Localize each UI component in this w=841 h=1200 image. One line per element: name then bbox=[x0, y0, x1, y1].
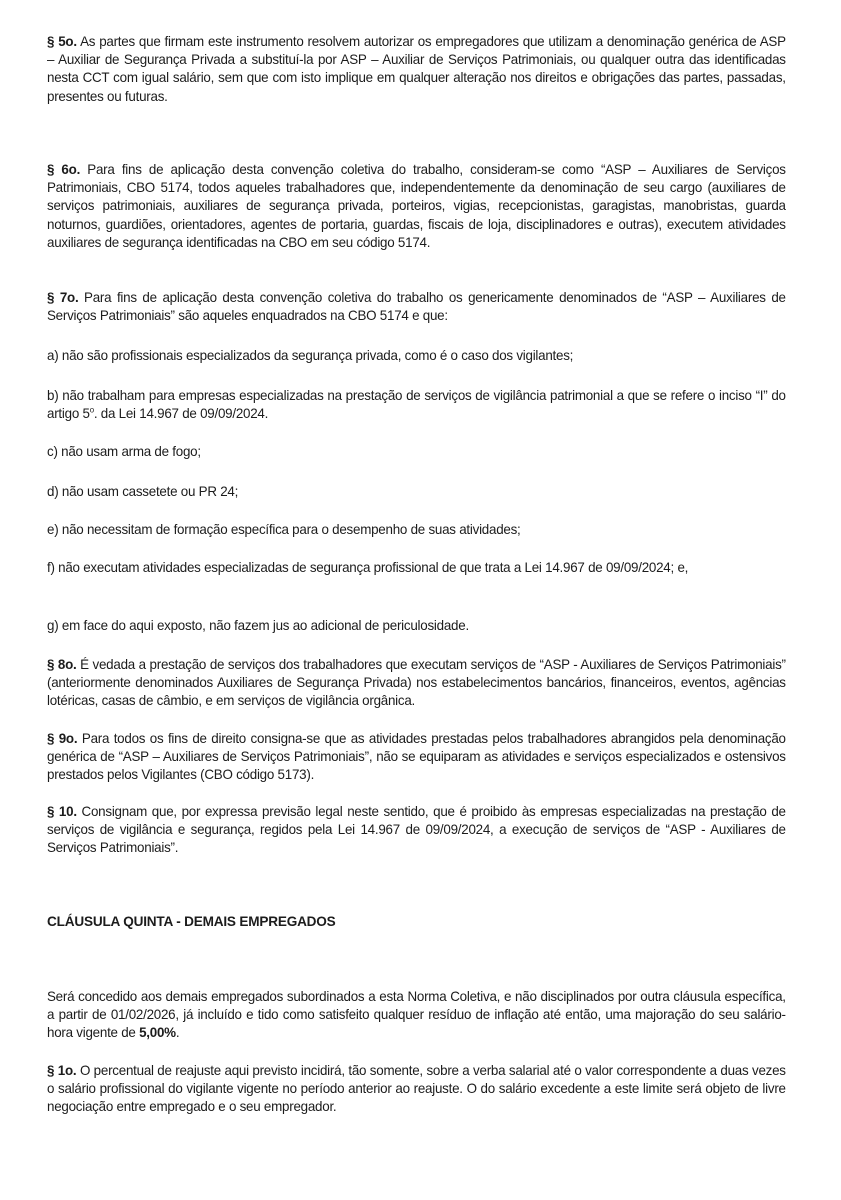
paragraph-label: § 8o. bbox=[47, 657, 77, 672]
paragraph-text: Para fins de aplicação desta convenção coletiva do trabalho, consideram-se como “ASP – Auxiliares de Serviços Patrimoniais, CBO 5174, todos aqueles trabalhadores que, independentemente da denominação de seu cargo (auxiliares de serviços patrimoniais, auxiliares de segurança privada, porteiros, vigias, recepcionistas, garagistas, manobristas, guarda noturnos, guardiões, orientadores, agentes de portaria, guardas, fiscais de loja, disciplinadores e outras), executem atividades auxiliares de segurança identificadas na CBO em seu código 5174. bbox=[47, 162, 786, 250]
list-item-g: g) em face do aqui exposto, não fazem jus ao adicional de periculosidade. bbox=[47, 618, 469, 633]
paragraph-6 bbox=[47, 161, 786, 252]
clause-heading: CLÁUSULA QUINTA - DEMAIS EMPREGADOS bbox=[47, 914, 336, 929]
paragraph-label: § 10. bbox=[47, 804, 77, 819]
paragraph-text: É vedada a prestação de serviços dos trabalhadores que executam serviços de “ASP - Auxiliares de Serviços Patrimoniais” (anteriormente denominados Auxiliares de Segurança Privada) nos estabelecimentos bancários, financeiros, eventos, agências lotéricas, casas de câmbio, e em serviços de vigilância orgânica. bbox=[47, 657, 786, 709]
list-item-f: f) não executam atividades especializadas de segurança profissional de que trata a Lei 14.967 de 09/09/2024; e, bbox=[47, 560, 689, 575]
paragraph-text: As partes que firmam este instrumento resolvem autorizar os empregadores que utilizam a denominação genérica de ASP – Auxiliar de Segurança Privada a substituí-la por ASP – Auxiliar de Serviços Patrimoniais, ou qualquer outra das identificadas nesta CCT com igual salário, sem que com isto implique em qualquer alteração nos direitos e obrigações das partes, passadas, presentes ou futuras. bbox=[47, 34, 786, 104]
list-item-b-text: b) não trabalham para empresas especializadas na prestação de serviços de vigilância patrimonial a que se refere o inciso “I” do artigo 5 bbox=[47, 388, 786, 422]
ordinal-superscript: o bbox=[89, 405, 94, 415]
paragraph-text: Consignam que, por expressa previsão legal neste sentido, que é proibido às empresas especializadas na prestação de serviços de vigilância e segurança, regidos pela Lei 14.967 de 09/09/2024, a execução de serviços de “ASP - Auxiliares de Serviços Patrimoniais”. bbox=[47, 804, 786, 856]
paragraph-7 bbox=[47, 289, 786, 325]
paragraph-9 bbox=[47, 730, 786, 785]
list-item-c: c) não usam arma de fogo; bbox=[47, 444, 201, 459]
paragraph-text: O percentual de reajuste aqui previsto incidirá, tão somente, sobre a verba salarial até o valor correspondente a duas vezes o salário profissional do vigilante vigente no período anterior ao reajuste. O do salário excedente a este limite será objeto de livre negociação entre empregado e o seu empregador. bbox=[47, 1063, 786, 1115]
paragraph-10 bbox=[47, 803, 786, 858]
paragraph-label: § 1o. bbox=[47, 1063, 77, 1078]
list-item-d: d) não usam cassetete ou PR 24; bbox=[47, 484, 239, 499]
paragraph-text: Para fins de aplicação desta convenção coletiva do trabalho os genericamente denominados de “ASP – Auxiliares de Serviços Patrimoniais” são aqueles enquadrados na CBO 5174 e que: bbox=[47, 290, 786, 324]
list-item-b-end: . da Lei 14.967 de 09/09/2024. bbox=[93, 406, 269, 422]
clause-intro-end: . bbox=[175, 1025, 180, 1041]
raise-percentage: 5,00% bbox=[139, 1025, 176, 1041]
list-item-e: e) não necessitam de formação específica para o desempenho de suas atividades; bbox=[47, 522, 521, 537]
list-item-b bbox=[47, 387, 786, 423]
paragraph-label: § 7o. bbox=[47, 290, 79, 305]
paragraph-label: § 5o. bbox=[47, 34, 77, 49]
paragraph-text: Para todos os fins de direito consigna-se que as atividades prestadas pelos trabalhadores abrangidos pela denominação genérica de “ASP – Auxiliares de Serviços Patrimoniais”, não se equiparam as atividades e serviços especializados e ostensivos prestados pelos Vigilantes (CBO código 5173). bbox=[47, 731, 786, 783]
clause-intro-text: Será concedido aos demais empregados subordinados a esta Norma Coletiva, e não disciplinados por outra cláusula específica, a partir de 01/02/2026, já incluído e tido como satisfeito qualquer resíduo de inflação até então, uma majoração do seu salário-hora vigente de bbox=[47, 989, 786, 1041]
paragraph-label: § 6o. bbox=[47, 162, 81, 177]
paragraph-label: § 9o. bbox=[47, 731, 78, 746]
clause-intro-paragraph bbox=[47, 988, 786, 1043]
paragraph-5 bbox=[47, 33, 786, 106]
clause-paragraph-1 bbox=[47, 1062, 786, 1117]
paragraph-8 bbox=[47, 656, 786, 711]
list-item-a: a) não são profissionais especializados da segurança privada, como é o caso dos vigilantes; bbox=[47, 348, 574, 363]
